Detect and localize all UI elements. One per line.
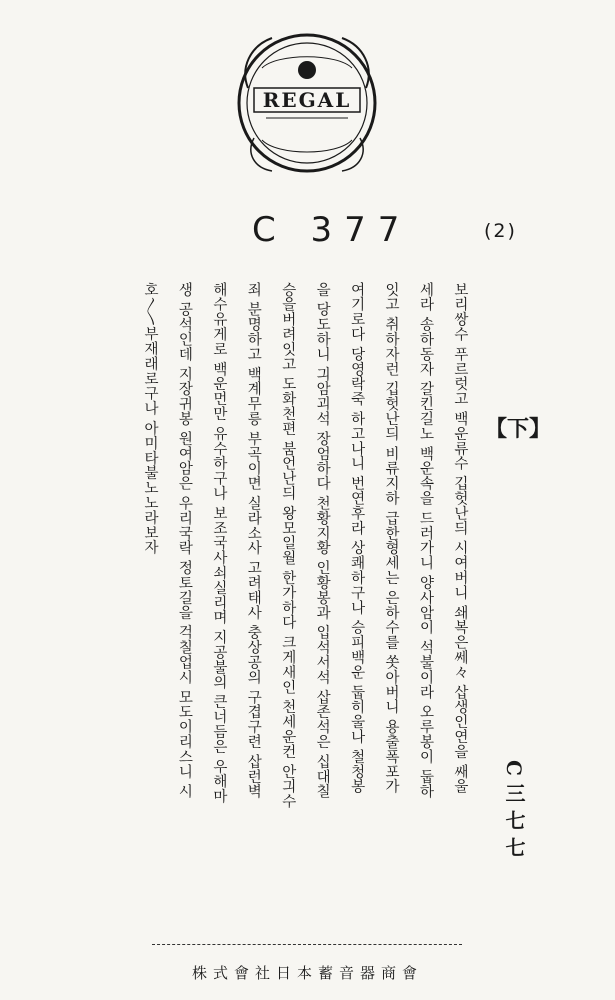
lyric-column: 잇고 취하자런 깁헛난듸 비류지하 급한형세는 은하수를 쏫아버니 용출폭포가: [383, 282, 400, 794]
catalog-number: C 377: [252, 210, 412, 250]
regal-logo-text: REGAL: [262, 88, 352, 112]
catalog-number-vertical: C三七七: [502, 760, 526, 864]
lyrics-block: [140, 282, 470, 912]
lyric-column: 세라 송하동자 갈킨길노 백운속을 드러가니 양사암이 석불이라 오루봉이 둡하: [417, 282, 434, 799]
lyric-column: 해수유게로 백운먼만 유수하구나 보조국사쇠실리며 지공불의 큰너듬은 우해마: [210, 282, 227, 804]
lyric-column: 보리쌍수 푸르럿고 백운류수 깁헛난듸 시여버니 쇄복은쎄々 삽생인연을 쌔울: [451, 282, 468, 794]
lyric-column: 을 당도하니 긔암괴석 장엄하다 천황지황 인황봉과 입석서석 삽존석은 십대칠: [314, 282, 331, 799]
publisher-footer: 株式會社日本蓄音器商會: [191, 964, 423, 982]
regal-logo: [232, 28, 382, 178]
lyric-column: 호〳〵부재래로구나 아미타불노노라보자: [142, 282, 158, 555]
lyric-column: 죄 분명하고 백계무릉 부곡이면 실라소사 고려태사 충상공의 구겹구련 삽런벽: [245, 282, 262, 799]
footer-divider: [152, 944, 462, 945]
lyric-column: 승을버려잇고 도화천편 붐언난듸 왕모일월 한가하다 크게새인 천세운컨 안긔수: [279, 282, 296, 809]
lyric-column: 여기로다 당영락죽 하고나니 번연후라 상쾌하구나 승피백운 둡히울나 철청봉: [348, 282, 365, 794]
lyric-column: 생 공석인데 지장귀봉 원여암은 우리국락 정토길을 걱칠업시 모도이리스니 시: [176, 282, 193, 799]
part-label: 【下】: [485, 416, 552, 442]
side-number: (2): [484, 220, 517, 242]
